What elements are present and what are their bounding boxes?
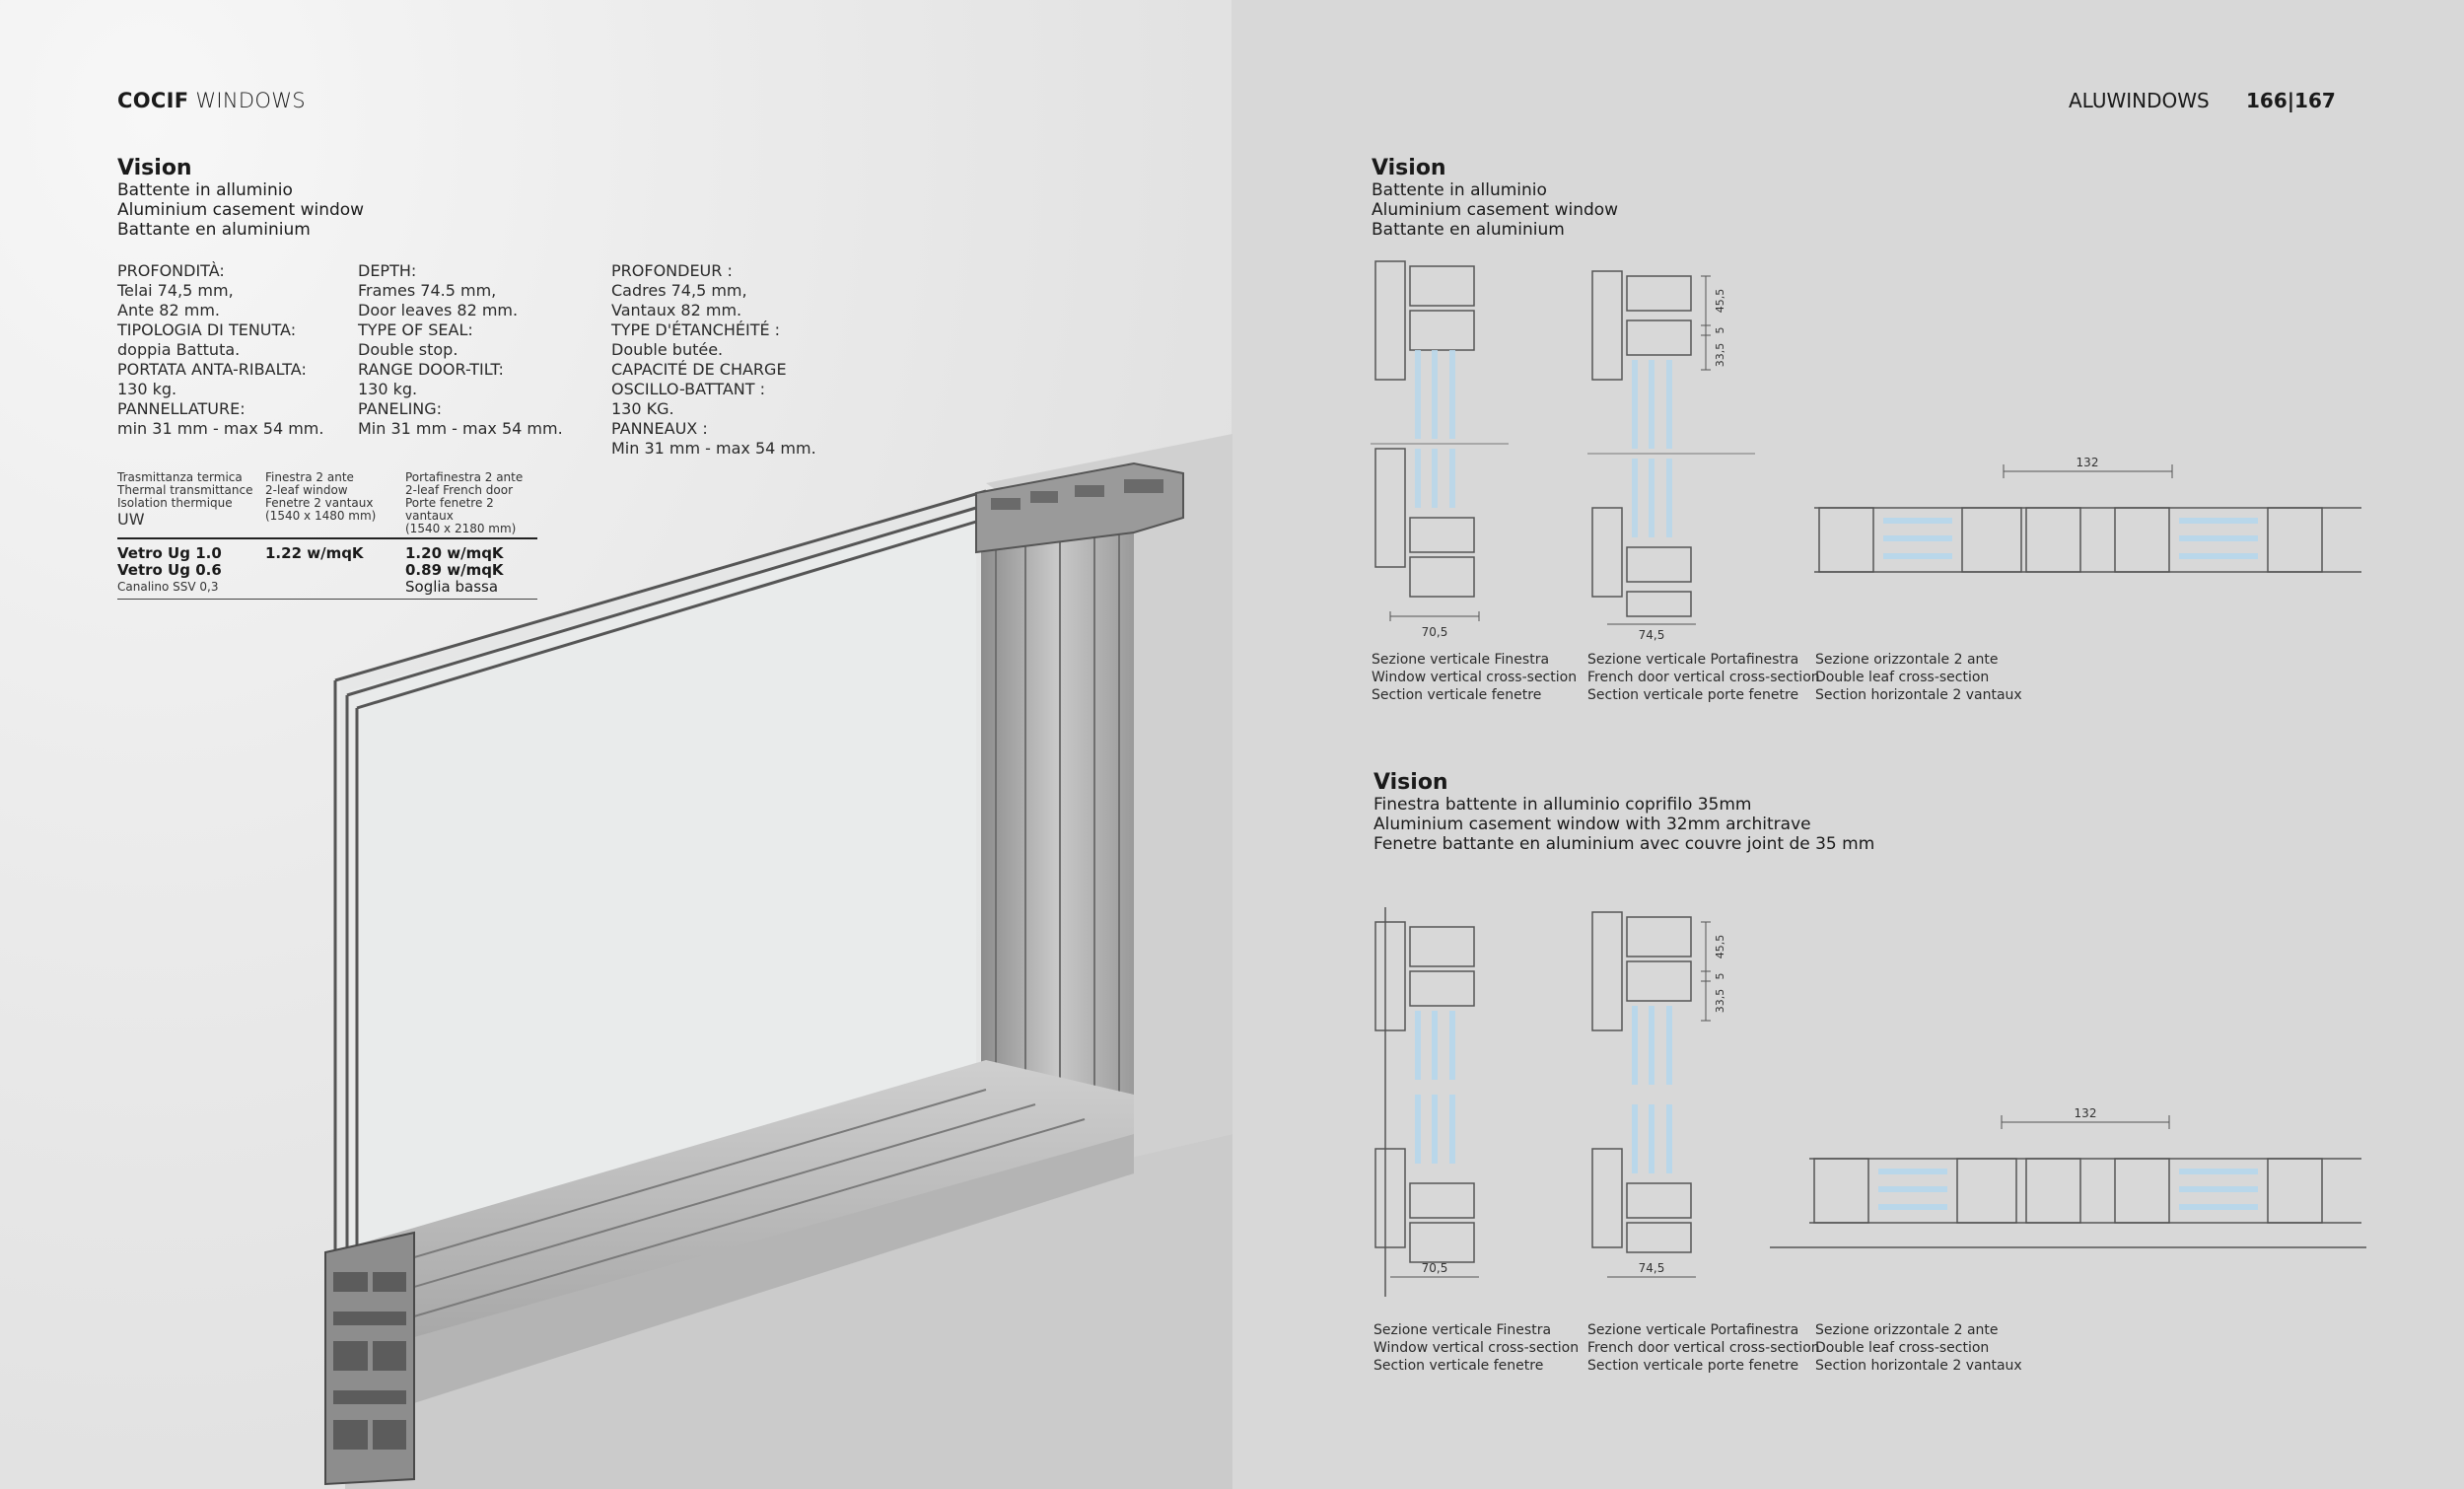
section1-dim-horiz: 132 <box>2076 456 2099 469</box>
section2-door-vertical-drawing <box>1587 902 1755 1307</box>
spec-fr-val: Double butée. <box>611 340 724 359</box>
table-head-1 <box>117 471 252 530</box>
table-head-1-line: Thermal transmittance <box>117 483 253 497</box>
section2-dim-horiz: 132 <box>2074 1106 2097 1120</box>
page-numbers: 166|167 <box>2246 89 2336 112</box>
section2-window-vertical-drawing <box>1371 902 1509 1307</box>
spec-en-key-0: DEPTH: <box>358 261 417 280</box>
table-head-2-line: (1540 x 1480 mm) <box>265 509 377 523</box>
section2-dim-window: 70,5 <box>1421 1261 1448 1275</box>
caption-line: French door vertical cross-section <box>1587 670 1820 685</box>
spec-fr-key-2: CAPACITÉ DE CHARGE <box>611 360 787 379</box>
spec-it-val: doppia Battuta. <box>117 340 241 359</box>
brand-light: WINDOWS <box>195 89 306 112</box>
caption-line: Double leaf cross-section <box>1815 670 1990 685</box>
section2-subtitle-it: Finestra battente in alluminio coprifilo 35mm <box>1373 795 1752 815</box>
section1-caption-window <box>1372 651 1577 704</box>
table-head-3-line: Portafinestra 2 ante <box>405 470 524 484</box>
spec-it-key-3: PANNELLATURE: <box>117 399 246 418</box>
table-head-3-line: 2-leaf French door <box>405 483 514 497</box>
section1-dim-window: 70,5 <box>1421 625 1448 639</box>
table-head-1-line: Trasmittanza termica <box>117 470 243 484</box>
spec-column-en <box>358 261 595 439</box>
section1-caption-door <box>1587 651 1820 704</box>
section2-dim-top: 45,5 <box>1714 934 1726 959</box>
spec-fr-key-3: OSCILLO-BATTANT : <box>611 380 766 398</box>
caption-line: Section verticale porte fenetre <box>1587 687 1799 703</box>
section2-dim-low: 33,5 <box>1714 988 1726 1014</box>
section1-dim-low: 33,5 <box>1714 342 1726 368</box>
caption-line: Section verticale porte fenetre <box>1587 1358 1799 1374</box>
series-label: ALUWINDOWS <box>2069 89 2210 112</box>
section1-dim-door: 74,5 <box>1638 628 1665 642</box>
brand-bold: COCIF <box>117 89 189 112</box>
spec-column-it <box>117 261 344 439</box>
section2-caption-door <box>1587 1321 1820 1375</box>
section1-horizontal-drawing <box>1814 449 2366 626</box>
spec-fr-val: Vantaux 82 mm. <box>611 301 742 319</box>
table-head-1-line: Isolation thermique <box>117 496 233 510</box>
caption-line: Sezione verticale Portafinestra <box>1587 652 1799 668</box>
row2-label: Vetro Ug 0.6 <box>117 561 222 579</box>
spec-it-key-0: PROFONDITÀ: <box>117 261 225 280</box>
caption-line: French door vertical cross-section <box>1587 1340 1820 1356</box>
caption-line: Sezione orizzontale 2 ante <box>1815 1322 1999 1338</box>
table-head-uw: UW <box>117 510 145 529</box>
table-head-3-line: vantaux <box>405 509 454 523</box>
section2-subtitle-fr: Fenetre battante en aluminium avec couvre joint de 35 mm <box>1373 834 1875 854</box>
caption-line: Section horizontale 2 vantaux <box>1815 1358 2022 1374</box>
left-subtitle-en: Aluminium casement window <box>117 200 365 220</box>
table-head-3-line: Porte fenetre 2 <box>405 496 494 510</box>
spec-fr-val: 130 KG. <box>611 399 674 418</box>
spec-column-fr <box>611 261 848 459</box>
caption-line: Sezione verticale Finestra <box>1373 1322 1552 1338</box>
spec-en-val: Min 31 mm - max 54 mm. <box>358 419 563 438</box>
section2-caption-horizontal <box>1815 1321 2022 1375</box>
spec-fr-val: Min 31 mm - max 54 mm. <box>611 439 816 458</box>
caption-line: Sezione verticale Finestra <box>1372 652 1550 668</box>
table-head-2-line: Fenetre 2 vantaux <box>265 496 374 510</box>
spec-en-val: Double stop. <box>358 340 458 359</box>
spec-en-val: 130 kg. <box>358 380 418 398</box>
left-subtitle-fr: Battante en aluminium <box>117 220 311 240</box>
row3-value: Soglia bassa <box>405 578 499 596</box>
left-subtitle-it: Battente in alluminio <box>117 180 293 200</box>
left-title-block <box>117 156 364 240</box>
spec-fr-val: Cadres 74,5 mm, <box>611 281 747 300</box>
caption-line: Section verticale fenetre <box>1373 1358 1544 1374</box>
spec-it-val: min 31 mm - max 54 mm. <box>117 419 324 438</box>
section1-caption-horizontal <box>1815 651 2022 704</box>
caption-line: Double leaf cross-section <box>1815 1340 1990 1356</box>
section2-dim-mid: 5 <box>1714 972 1726 980</box>
section1-subtitle-fr: Battante en aluminium <box>1372 220 1565 240</box>
spec-fr-key-0: PROFONDEUR : <box>611 261 733 280</box>
caption-line: Sezione verticale Portafinestra <box>1587 1322 1799 1338</box>
spec-it-key-1: TIPOLOGIA DI TENUTA: <box>117 320 297 339</box>
spec-it-val: Ante 82 mm. <box>117 301 220 319</box>
row1-value-door: 1.20 w/mqK <box>405 544 504 562</box>
spec-en-key-2: RANGE DOOR-TILT: <box>358 360 504 379</box>
section2-title: Vision <box>1373 770 1448 795</box>
section2-title-block <box>1373 770 1874 854</box>
section1-subtitle-it: Battente in alluminio <box>1372 180 1547 200</box>
section1-title: Vision <box>1372 156 1446 180</box>
section2-dim-door: 74,5 <box>1638 1261 1665 1275</box>
section2-caption-window <box>1373 1321 1579 1375</box>
row2-value-door: 0.89 w/mqK <box>405 561 504 579</box>
spec-en-key-3: PANELING: <box>358 399 443 418</box>
caption-line: Window vertical cross-section <box>1372 670 1578 685</box>
brand-header <box>117 89 306 112</box>
window-product-image <box>296 434 1242 1489</box>
table-head-3-line: (1540 x 2180 mm) <box>405 522 517 535</box>
caption-line: Window vertical cross-section <box>1373 1340 1580 1356</box>
spec-it-val: 130 kg. <box>117 380 177 398</box>
caption-line: Sezione orizzontale 2 ante <box>1815 652 1999 668</box>
spec-it-val: Telai 74,5 mm, <box>117 281 234 300</box>
section1-subtitle-en: Aluminium casement window <box>1372 200 1619 220</box>
left-title: Vision <box>117 156 192 180</box>
row3-label: Canalino SSV 0,3 <box>117 580 219 594</box>
caption-line: Section verticale fenetre <box>1372 687 1542 703</box>
spec-en-val: Door leaves 82 mm. <box>358 301 519 319</box>
spec-fr-key-1: TYPE D'ÉTANCHÉITÉ : <box>611 320 781 339</box>
table-head-2-line: Finestra 2 ante <box>265 470 354 484</box>
section1-window-vertical-drawing <box>1371 251 1509 646</box>
section1-title-block <box>1372 156 1618 240</box>
section1-door-vertical-drawing <box>1587 251 1755 646</box>
row1-value-window: 1.22 w/mqK <box>265 544 364 562</box>
table-head-2-line: 2-leaf window <box>265 483 348 497</box>
spec-it-key-2: PORTATA ANTA-RIBALTA: <box>117 360 307 379</box>
spec-en-key-1: TYPE OF SEAL: <box>358 320 473 339</box>
section1-dim-mid: 5 <box>1714 326 1726 334</box>
section1-dim-top: 45,5 <box>1714 288 1726 314</box>
spec-fr-key-4: PANNEAUX : <box>611 419 708 438</box>
section2-subtitle-en: Aluminium casement window with 32mm architrave <box>1373 815 1811 834</box>
section2-horizontal-drawing <box>1770 1099 2371 1272</box>
row1-label: Vetro Ug 1.0 <box>117 544 222 562</box>
spec-en-val: Frames 74.5 mm, <box>358 281 497 300</box>
caption-line: Section horizontale 2 vantaux <box>1815 687 2022 703</box>
